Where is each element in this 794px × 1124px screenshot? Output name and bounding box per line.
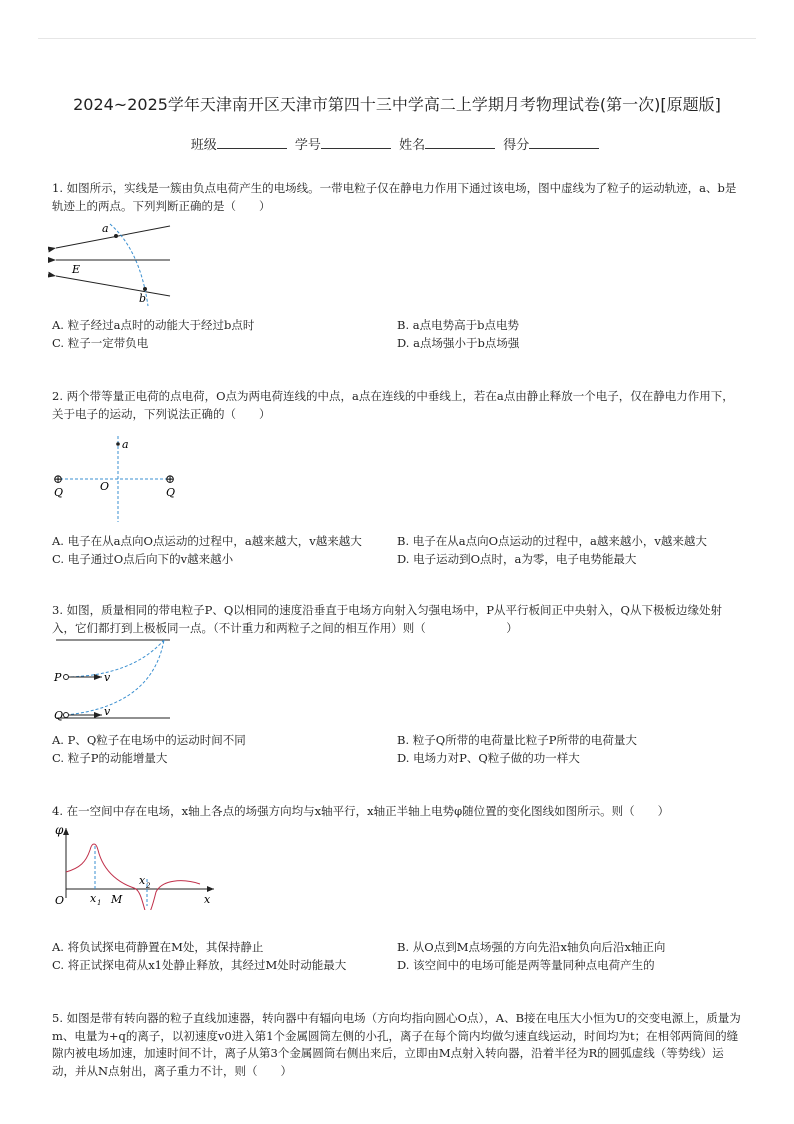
label-Q: Q — [54, 709, 64, 722]
option-b[interactable]: B. a点电势高于b点电势 — [397, 318, 519, 332]
option-d[interactable]: D. 电子运动到O点时，a为零，电子电势能最大 — [397, 552, 637, 566]
label-x2-subscript: 2 — [146, 882, 151, 890]
question-stem: 5. 如图是带有转向器的粒子直线加速器，转向器中有辐向电场（方向均指向圆心O点），A、B接在电压大小恒为U的交变电源上，质量为m、电量为+q的离子，以初速度v0进入第1个金属圆筒左侧的小孔，离子在每个筒内均做匀速直线运动，时间均为t；在相邻两筒间的缝隙内被电场加速，加速时间不计，离子从第3个金属圆筒右侧出来后，立即由M点射入转向器，沿着半径为R的圆弧虚线（等势线）运动，并从N点射出，离子重力不计，则（ ） — [52, 1011, 741, 1078]
label-x1: x — [90, 892, 97, 905]
point-b — [143, 287, 147, 291]
point-a — [114, 234, 118, 238]
option-d[interactable]: D. 电场力对P、Q粒子做的功一样大 — [397, 751, 580, 765]
option-d[interactable]: D. 该空间中的电场可能是两等量同种点电荷产生的 — [397, 958, 655, 972]
label-v-Q: v — [104, 705, 111, 718]
label-a: a — [102, 222, 109, 235]
option-a[interactable]: A. 粒子经过a点时的动能大于经过b点时 — [52, 318, 255, 332]
label-O: O — [100, 480, 110, 493]
option-a[interactable]: A. 将负试探电荷静置在M处，其保持静止 — [52, 940, 264, 954]
option-b[interactable]: B. 粒子Q所带的电荷量比粒子P所带的电荷量大 — [397, 733, 637, 747]
label-b: b — [139, 292, 147, 305]
option-c[interactable]: C. 粒子P的动能增量大 — [52, 751, 168, 765]
option-c[interactable]: C. 将正试探电荷从x1处静止释放，其经过M处时动能最大 — [52, 958, 347, 972]
figure-q1-field-lines — [48, 220, 178, 308]
score-field[interactable]: 得分 — [503, 134, 603, 153]
question-stem: 2. 两个带等量正电荷的点电荷，O点为两电荷连线的中点，a点在连线的中垂线上，若在a点由静止释放一个电子，仅在静电力作用下，关于电子的运动，下列说法正确的（ ） — [52, 389, 734, 421]
plus-charge-left-icon: ⊕ — [53, 472, 64, 486]
label-P: P — [54, 671, 62, 684]
label-a: a — [122, 438, 129, 451]
option-d[interactable]: D. a点场强小于b点场强 — [397, 336, 520, 350]
label-phi: φ — [55, 823, 64, 837]
field-line-top — [56, 226, 170, 248]
label-x: x — [204, 893, 211, 906]
number-field[interactable]: 学号 — [295, 134, 395, 153]
label-Q-right: Q — [166, 486, 176, 499]
option-b[interactable]: B. 从O点到M点场强的方向先沿x轴负向后沿x轴正向 — [397, 940, 666, 954]
label-Q-left: Q — [54, 486, 64, 499]
option-c[interactable]: C. 粒子一定带负电 — [52, 336, 149, 350]
label-O: O — [55, 894, 65, 907]
figure-q2-two-charges — [48, 432, 188, 524]
option-a[interactable]: A. 电子在从a点向O点运动的过程中，a越来越大，v越来越大 — [52, 534, 362, 548]
question-stem: 1. 如图所示，实线是一簇由负点电荷产生的电场线。一带电粒子仅在静电力作用下通过该电场，图中虚线为了粒子的运动轨迹，a、b是轨迹上的两点。下列判断正确的是（ ） — [52, 181, 737, 213]
label-x2: x — [139, 874, 146, 887]
label-E: E — [72, 263, 81, 276]
point-a — [116, 442, 120, 446]
class-field[interactable]: 班级 — [191, 134, 291, 153]
question-5 — [52, 1010, 742, 1080]
name-field[interactable]: 姓名 — [399, 134, 499, 153]
label-x1-subscript: 1 — [97, 899, 102, 907]
trajectory-P — [66, 640, 164, 677]
label-M: M — [111, 893, 123, 906]
label-v-P: v — [104, 671, 111, 684]
particle-P — [64, 675, 69, 680]
question-stem: 3. 如图，质量相同的带电粒子P、Q以相同的速度沿垂直于电场方向射入匀强电场中，P从平行板间正中央射入，Q从下极板边缘处射入，它们都打到上极板同一点。（不计重力和两粒子之间的相互作用）则（ ） — [52, 603, 722, 635]
question-3 — [52, 602, 742, 637]
option-b[interactable]: B. 电子在从a点向O点运动的过程中，a越来越小，v越来越大 — [397, 534, 707, 548]
top-rule — [38, 38, 756, 39]
figure-q3-parallel-plates — [52, 636, 182, 724]
page-title: 2024~2025学年天津南开区天津市第四十三中学高二上学期月考物理试卷(第一次)[原题版] — [73, 95, 721, 114]
option-c[interactable]: C. 电子通过O点后向下的v越来越小 — [52, 552, 234, 566]
question-1 — [52, 180, 742, 215]
student-info-bar — [0, 134, 794, 153]
question-2 — [52, 388, 742, 423]
question-stem: 4. 在一空间中存在电场，x轴上各点的场强方向均与x轴平行，x轴正半轴上电势φ随位置的变化图线如图所示。则（ ） — [52, 804, 670, 818]
option-a[interactable]: A. P、Q粒子在电场中的运动时间不同 — [52, 733, 246, 747]
particle-Q — [64, 713, 69, 718]
figure-q4-potential-graph — [52, 822, 222, 910]
potential-curve — [66, 844, 200, 910]
plus-charge-right-icon: ⊕ — [165, 472, 176, 486]
question-4 — [52, 803, 742, 821]
field-line-bottom — [56, 276, 170, 296]
